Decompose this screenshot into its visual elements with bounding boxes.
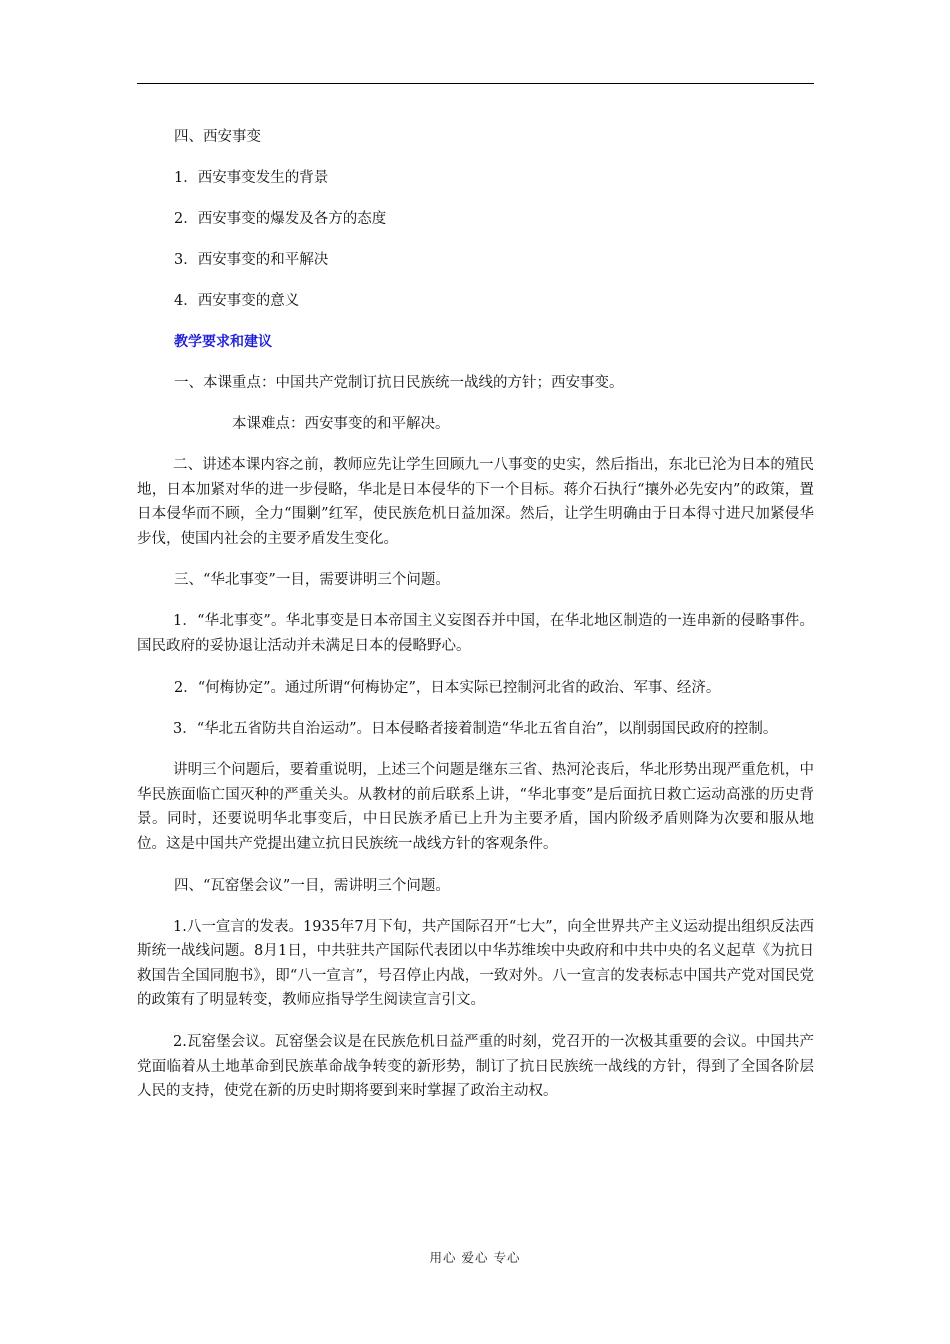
- huabei-heading: 三、“华北事变”一目，需要讲明三个问题。: [174, 572, 450, 589]
- difficulty: 本课难点：西安事变的和平解决。: [232, 416, 450, 432]
- header-rule: [137, 83, 814, 84]
- wayaobao-point-2: 2.瓦窑堡会议。瓦窑堡会议是在民族危机日益严重的时刻，党召开的一次极其重要的会议。中国共产党面临着从土地革命到民族革命战争转变的新形势，制订了抗日民族统一战线的方针，得到了全国各阶层人民的支持，使党在新的历史时期将要到来时掌握了政治主动权。: [137, 1033, 814, 1100]
- key-points: 一、本课重点：中国共产党制订抗日民族统一战线的方针；西安事变。: [174, 375, 624, 391]
- outline-item-2: 2．西安事变的爆发及各方的态度: [174, 211, 387, 227]
- outline-item-3: 3．西安事变的和平解决: [174, 252, 329, 268]
- section-title: 四、西安事变: [174, 129, 261, 145]
- outline-item-1: 1．西安事变发生的背景: [174, 170, 329, 186]
- paragraph-intro: 二、讲述本课内容之前，教师应先让学生回顾九一八事变的史实，然后指出，东北已沦为日本的殖民地，日本加紧对华的进一步侵略，华北是日本侵华的下一个目标。蒋介石执行“攘外必先安内”的政策，置日本侵华而不顾，全力“围剿”红军，使民族危机日益加深。然后，让学生明确由于日本得寸进尺加紧侵华步伐，使国内社会的主要矛盾发生变化。: [137, 457, 814, 547]
- huabei-point-2: 2．“何梅协定”。通过所谓“何梅协定”，日本实际已控制河北省的政治、军事、经济。: [174, 679, 721, 696]
- wayaobao-heading: 四、“瓦窑堡会议”一目，需讲明三个问题。: [174, 877, 450, 894]
- outline-item-4: 4．西安事变的意义: [174, 293, 300, 309]
- huabei-summary: 讲明三个问题后，要着重说明，上述三个问题是继东三省、热河沦丧后，华北形势出现严重危机，中华民族面临亡国灭种的严重关头。从教材的前后联系上讲，“华北事变”是后面抗日救亡运动高涨的历史背景。同时，还要说明华北事变后，中日民族矛盾已上升为主要矛盾，国内阶级矛盾则降为次要和服从地位。这是中国共产党提出建立抗日民族统一战线方针的客观条件。: [137, 762, 814, 852]
- document-body: [137, 115, 814, 1104]
- huabei-point-3: 3．“华北五省防共自治运动”。日本侵略者接着制造“华北五省自治”，以削弱国民政府的控制。: [173, 720, 778, 737]
- requirements-heading: 教学要求和建议: [174, 334, 272, 350]
- huabei-point-1: 1．“华北事变”。华北事变是日本帝国主义妄图吞并中国，在华北地区制造的一连串新的侵略事件。国民政府的妥协退让活动并未满足日本的侵略野心。: [137, 613, 814, 654]
- page-footer: 用心 爱心 专心: [429, 1250, 521, 1265]
- wayaobao-point-1: 1.八一宣言的发表。1935年7月下旬，共产国际召开“七大”，向全世界共产主义运动提出组织反法西斯统一战线问题。8月1日，中共驻共产国际代表团以中华苏维埃中央政府和中共中央的名义起草《为抗日救国告全国同胞书》，即“八一宣言”，号召停止内战，一致对外。八一宣言的发表标志中国共产党对国民党的政策有了明显转变，教师应指导学生阅读宣言引文。: [137, 918, 814, 1009]
